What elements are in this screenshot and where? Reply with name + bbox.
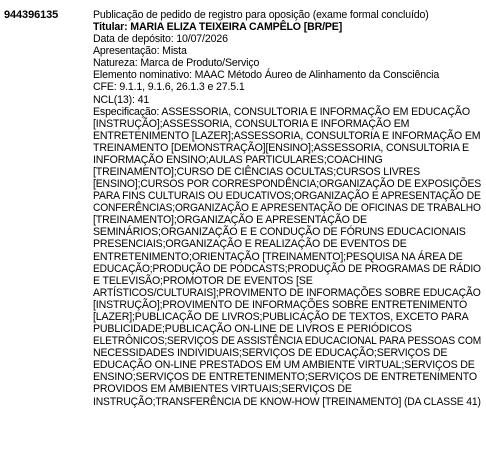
specification-line: CONFERÊNCIAS;ORGANIZAÇÃO E APRESENTAÇÃO DE OFICINAS DE TRABALHO — [93, 202, 481, 215]
specification-line: SEMINÁRIOS;ORGANIZAÇÃO E E CONDUÇÃO DE FÓRUNS EDUCACIONAIS — [93, 226, 466, 239]
specification-line: EDUCAÇÃO ON-LINE PRESTADOS EM UM AMBIENTE VIRTUAL;SERVIÇOS DE — [93, 359, 475, 372]
record-details — [93, 9, 481, 408]
specification-line: ENTRETENIMENTO;ORIENTAÇÃO [TREINAMENTO];PESQUISA NA ÁREA DE — [93, 250, 463, 263]
specification-line: ARTÍSTICOS/CULTURAIS];PROVIMENTO DE INFORMAÇÕES SOBRE EDUCAÇÃO — [93, 286, 481, 299]
specification-line: [TREINAMENTO];CURSO DE CIÊNCIAS OCULTAS;CURSOS LIVRES — [93, 166, 420, 179]
cfe-codes: CFE: 9.1.1, 9.1.6, 26.1.3 e 27.5.1 — [93, 81, 245, 94]
specification-line: INFORMAÇÃO ENSINO;AULAS PARTICULARES;COACHING — [93, 153, 383, 166]
dispatch-description: Publicação de pedido de registro para oposição (exame formal concluído) — [93, 9, 429, 21]
process-number: 944396135 — [4, 9, 59, 21]
specification-line: [TREINAMENTO];ORGANIZAÇÃO E APRESENTAÇÃO DE — [93, 214, 367, 227]
specification-line: PRESENCIAIS;ORGANIZAÇÃO E REALIZAÇÃO DE EVENTOS DE — [93, 238, 407, 251]
specification-line: PUBLICIDADE;PUBLICAÇÃO ON-LINE DE LIVROS E PERIÓDICOS — [93, 323, 412, 336]
specification — [93, 106, 481, 408]
specification-line: EDUCAÇÃO;PRODUÇÃO DE PODCASTS;PRODUÇÃO DE PROGRAMAS DE RÁDIO — [93, 262, 481, 275]
holder-name: Titular: MARIA ELIZA TEIXEIRA CAMPÊLO [BR/PE] — [93, 21, 343, 34]
specification-line: NECESSIDADES INDIVIDUAIS;SERVIÇOS DE EDUCAÇÃO;SERVIÇOS DE — [93, 347, 448, 360]
specification-line: [ENSINO];CURSOS POR CORRESPONDÊNCIA;ORGANIZAÇÃO DE EXPOSIÇÕES — [93, 178, 482, 191]
specification-line: Especificação: ASSESSORIA, CONSULTORIA E INFORMAÇÃO EM EDUCAÇÃO — [93, 105, 470, 118]
specification-line: ELETRÔNICOS;SERVIÇOS DE ASSISTÊNCIA EDUCACIONAL PARA PESSOAS COM — [93, 335, 482, 348]
specification-line: TREINAMENTO [DEMONSTRAÇÃO][ENSINO];ASSESSORIA, CONSULTORIA E — [93, 141, 469, 154]
specification-line: ENTRETENIMENTO [LAZER];ASSESSORIA, CONSULTORIA E INFORMAÇÃO EM — [93, 129, 481, 142]
presentation-type: Apresentação: Mista — [93, 45, 187, 58]
specification-line: E TELEVISÃO;PROMOTOR DE EVENTOS [SE — [93, 274, 313, 287]
specification-line: [LAZER];PUBLICAÇÃO DE LIVROS;PUBLICAÇÃO DE TEXTOS, EXCETO PARA — [93, 310, 469, 323]
mark-nature: Natureza: Marca de Produto/Serviço — [93, 57, 260, 70]
specification-line: [INSTRUÇÃO];PROVIMENTO DE INFORMAÇÕES SOBRE ENTRETENIMENTO — [93, 298, 468, 311]
ncl-class: NCL(13): 41 — [93, 93, 150, 106]
specification-line: PARA FINS CULTURAIS OU EDUCATIVOS;ORGANIZAÇÃO E APRESENTAÇÃO DE — [93, 190, 481, 203]
filing-date: Data de depósito: 10/07/2026 — [93, 33, 228, 46]
specification-line: ENSINO;SERVIÇOS DE ENTRETENIMENTO;SERVIÇOS DE ENTRETENIMENTO — [93, 371, 478, 384]
specification-line: [INSTRUÇÃO];ASSESSORIA, CONSULTORIA E INFORMAÇÃO EM — [93, 117, 410, 130]
specification-line: INSTRUÇÃO;TRANSFERÊNCIA DE KNOW-HOW [TREINAMENTO] (DA CLASSE 41) — [93, 395, 481, 408]
nominative-element: Elemento nominativo: MAAC Método Áureo de Alinhamento da Consciência — [93, 69, 440, 82]
specification-line: PROVIDOS EM AMBIENTES VIRTUAIS;SERVIÇOS DE — [93, 383, 352, 396]
